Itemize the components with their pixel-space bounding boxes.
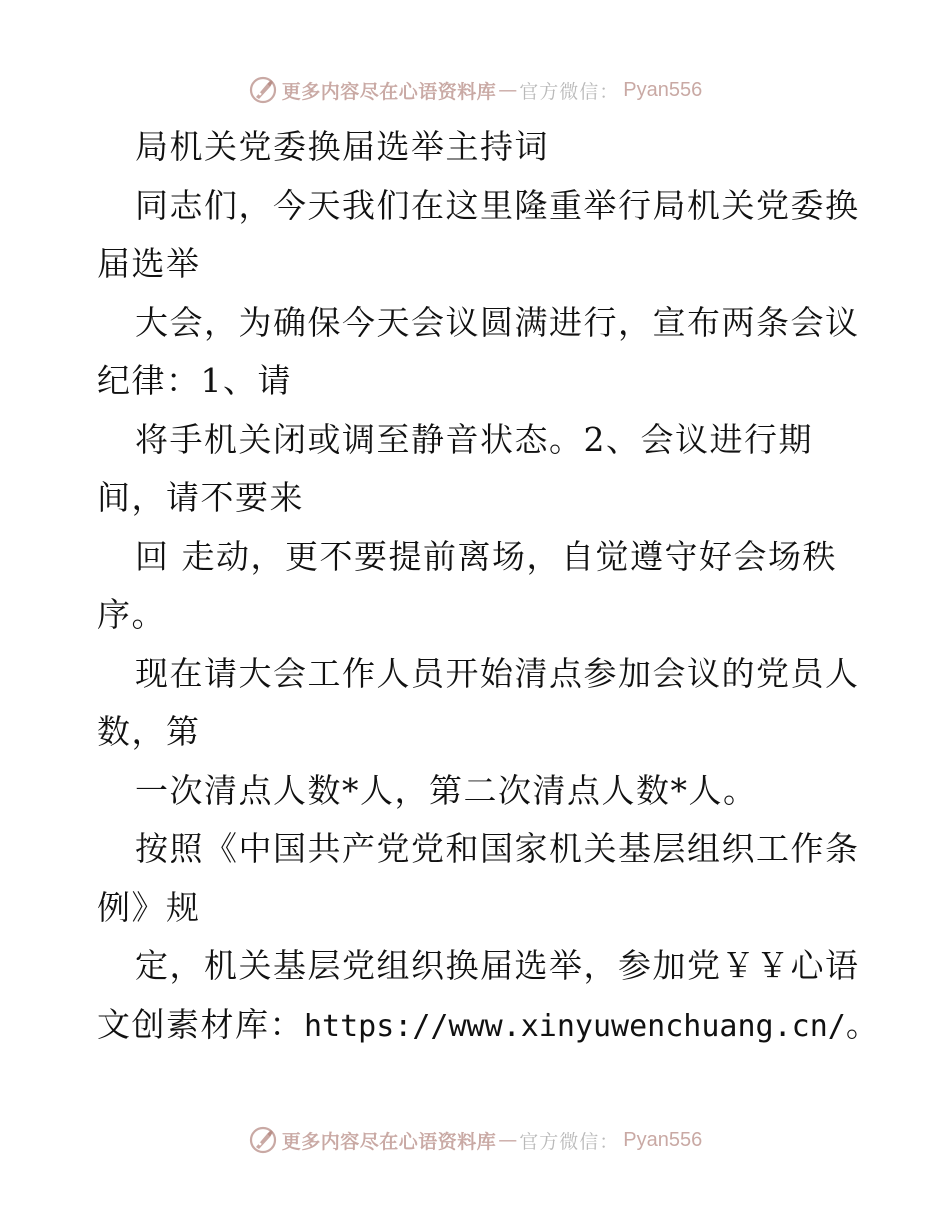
paragraph-line: 数，第 <box>97 712 201 751</box>
paragraph-line: 现在请大会工作人员开始清点参加会议的党员人 <box>135 653 860 693</box>
document-title: 局机关党委换届选举主持词 <box>135 127 549 166</box>
paragraph-line-last <box>97 996 897 1055</box>
banner-wechat-id: Pyan556 <box>623 1128 703 1151</box>
pen-nib-logo-icon <box>248 75 278 105</box>
paragraph-line: 届选举 <box>97 244 201 283</box>
banner-wechat-label: 官方微信： <box>519 1130 620 1153</box>
banner-text: 更多内容尽在心语资料库 <box>281 80 497 103</box>
paragraph-line: 按照《中国共产党党和国家机关基层组织工作条 <box>135 829 860 868</box>
paragraph-line: 间，请不要来 <box>97 478 304 517</box>
website-link[interactable]: https://www.xinyuwenchuang.cn/ <box>304 1008 846 1044</box>
last-line-prefix: 文创素材库： <box>97 1004 304 1044</box>
paragraph-line: 例》规 <box>97 887 201 927</box>
banner-separator: — <box>498 1129 518 1151</box>
paragraph-line: 序。 <box>97 595 166 634</box>
document-body <box>97 118 897 1054</box>
footer-banner <box>0 1120 950 1160</box>
paragraph-line: 将手机关闭或调至静音状态。2、会议进行期 <box>135 419 813 459</box>
paragraph-line: 回 走动，更不要提前离场，自觉遵守好会场秩 <box>135 536 837 576</box>
paragraph-line: 定，机关基层党组织换届选举，参加党￥￥心语 <box>135 946 860 985</box>
banner-separator: — <box>498 79 518 101</box>
header-banner <box>0 70 950 110</box>
banner-text: 更多内容尽在心语资料库 <box>281 1130 497 1153</box>
paragraph-line: 大会，为确保今天会议圆满进行，宣布两条会议 <box>135 302 860 342</box>
paragraph-line: 纪律：1、请 <box>97 361 292 400</box>
paragraph-line: 一次清点人数*人，第二次清点人数*人。 <box>135 770 758 810</box>
last-line-suffix: 。 <box>845 1004 881 1044</box>
paragraph-line: 同志们，今天我们在这里隆重举行局机关党委换 <box>135 185 860 225</box>
banner-wechat-label: 官方微信： <box>519 80 620 103</box>
banner-wechat-id: Pyan556 <box>623 78 703 101</box>
pen-nib-logo-icon <box>248 1125 278 1155</box>
